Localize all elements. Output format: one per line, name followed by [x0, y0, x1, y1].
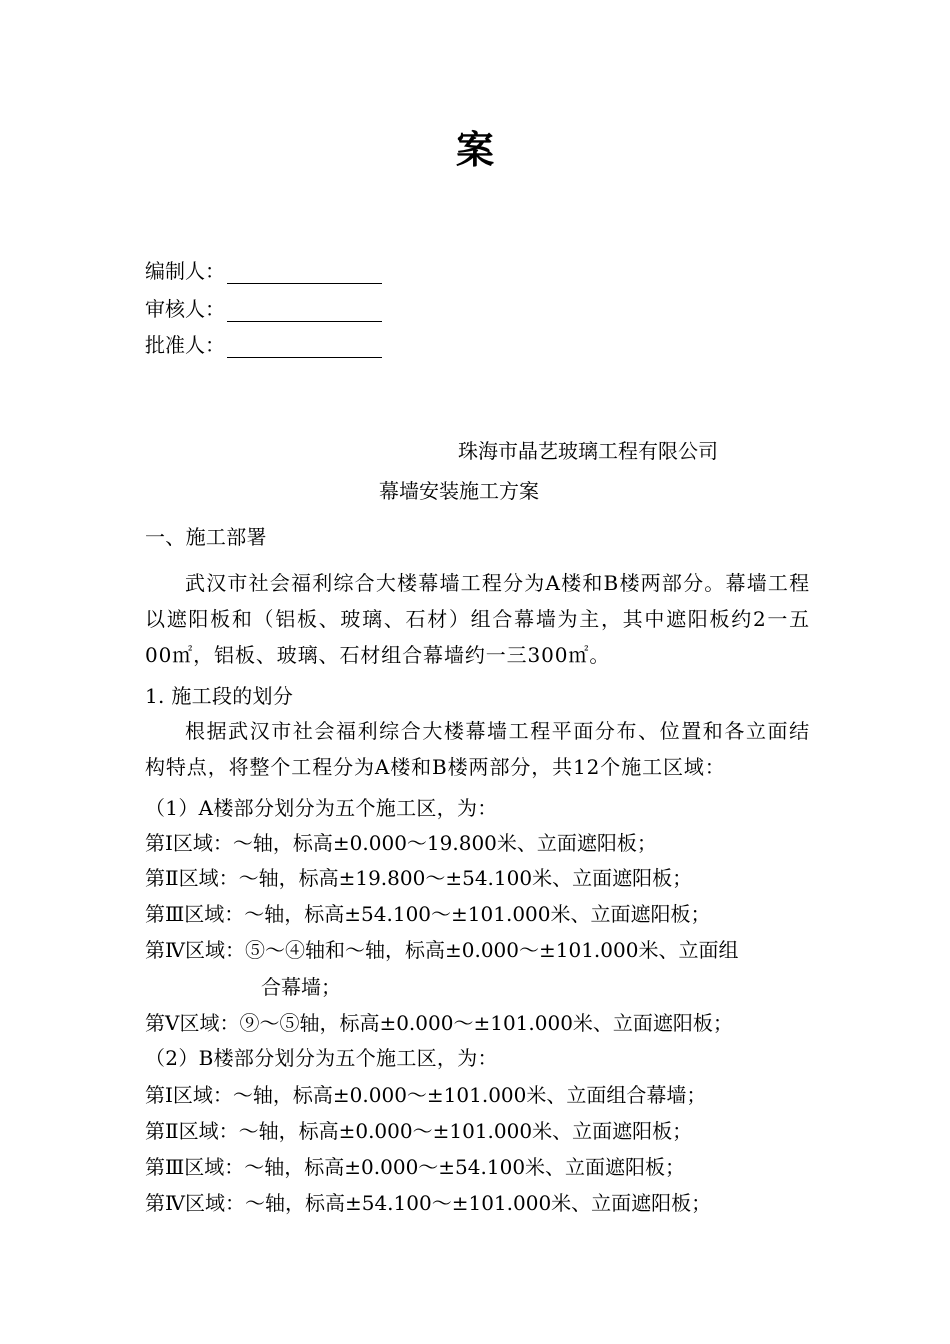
zone-line: 第Ⅳ区域：～轴，标高±54.100～±101.000米、立面遮阳板； [145, 1191, 712, 1215]
signature-row-reviewer [145, 296, 382, 322]
signature-label: 批准人： [145, 333, 225, 357]
part-a-heading: （1）A楼部分划分为五个施工区，为： [145, 796, 498, 820]
section-heading: 一、施工部署 [145, 525, 267, 549]
part-b-heading: （2）B楼部分划分为五个施工区，为： [145, 1046, 498, 1070]
zone-line: 第Ⅲ区域：～轴，标高±54.100～±101.000米、立面遮阳板； [145, 902, 711, 926]
signature-label: 编制人： [145, 259, 225, 283]
signature-row-approver [145, 332, 382, 358]
signature-blank-line [227, 301, 382, 322]
zone-line: 第Ⅰ区域：～轴，标高±0.000～19.800米、立面遮阳板； [145, 831, 657, 855]
zone-line: 第Ⅲ区域：～轴，标高±0.000～±54.100米、立面遮阳板； [145, 1155, 686, 1179]
company-name: 珠海市晶艺玻璃工程有限公司 [458, 439, 718, 463]
signature-label: 审核人： [145, 297, 225, 321]
zone-line: 第Ⅰ区域：～轴，标高±0.000～±101.000米、立面组合幕墙； [145, 1083, 707, 1107]
zone-line: 第Ⅳ区域：⑤～④轴和～轴，标高±0.000～±101.000米、立面组 [145, 938, 739, 962]
zone-line: 第Ⅱ区域：～轴，标高±19.800～±54.100米、立面遮阳板； [145, 866, 693, 890]
document-title: 幕墙安装施工方案 [379, 479, 539, 503]
paragraph-overview: 武汉市社会福利综合大楼幕墙工程分为A楼和B楼两部分。幕墙工程以遮阳板和（铝板、玻璃、石材）组合幕墙为主，其中遮阳板约2一五00㎡，铝板、玻璃、石材组合幕墙约一三300㎡。 [145, 571, 810, 667]
signature-row-compiler [145, 258, 382, 284]
zone-line: 第Ⅴ区域：⑨～⑤轴，标高±0.000～±101.000米、立面遮阳板； [145, 1011, 733, 1035]
paragraph-division: 根据武汉市社会福利综合大楼幕墙工程平面分布、位置和各立面结构特点，将整个工程分为A楼和B楼两部分，共12个施工区域： [145, 719, 810, 779]
signature-blank-line [227, 263, 382, 284]
signature-blank-line [227, 337, 382, 358]
page-title: 案 [455, 128, 494, 172]
zone-line: 第Ⅱ区域：～轴，标高±0.000～±101.000米、立面遮阳板； [145, 1119, 693, 1143]
subsection-heading: 1. 施工段的划分 [145, 684, 294, 708]
zone-line-continuation: 合幕墙； [261, 975, 341, 999]
